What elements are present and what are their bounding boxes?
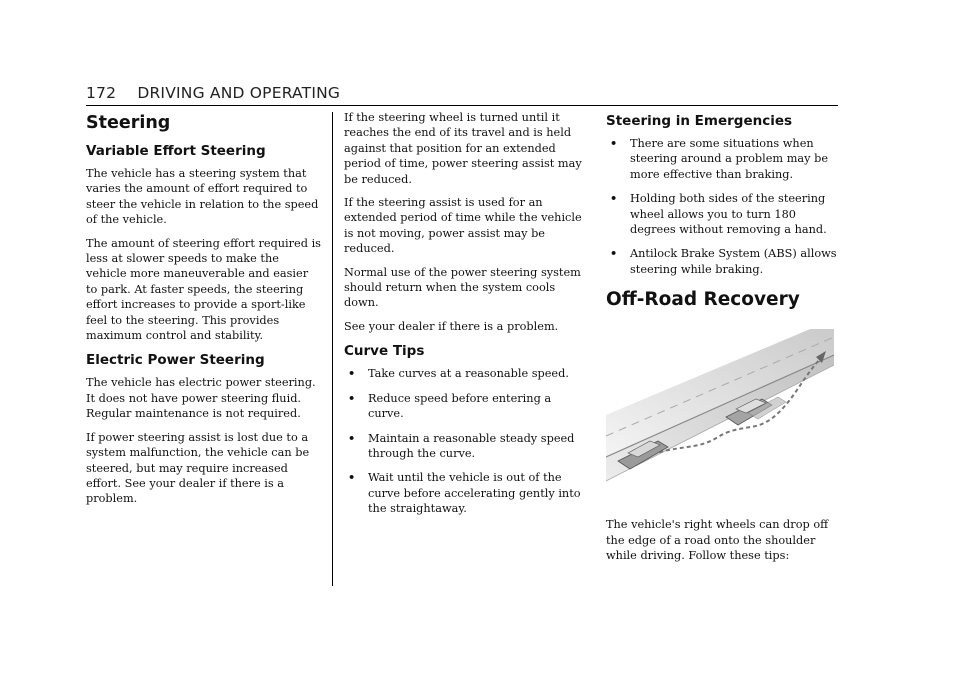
column-2 (344, 110, 582, 526)
paragraph: If power steering assist is lost due to a system malfunction, the vehicle can be steered, but may require increased effort. See your dealer if there is a problem. (86, 430, 310, 506)
road (606, 329, 834, 457)
column-divider (332, 112, 333, 586)
list-item: • Wait until the vehicle is out of the curve before accelerating gently into the straightaway. (348, 470, 581, 516)
list-item: • Holding both sides of the steering wheel allows you to turn 180 degrees without removing a hand. (610, 191, 827, 237)
heading-off-road-recovery: Off-Road Recovery (606, 289, 800, 311)
bullet-icon: • (610, 136, 618, 150)
paragraph: The vehicle has a steering system that varies the amount of effort required to steer the vehicle in relation to the speed of the vehicle. (86, 167, 319, 227)
header-rule (86, 105, 838, 106)
bullet-icon: • (348, 430, 356, 445)
list-item: • There are some situations when steering around a problem may be more effective than braking. (610, 136, 829, 181)
list-item: • Antilock Brake System (ABS) allows steering while braking. (610, 246, 837, 276)
heading-steering: Steering (86, 113, 171, 133)
paragraph: The amount of steering effort required is less at slower speeds to make the vehicle more maneuverable and easier to park. At faster speeds, the steering effort increases to provide a sport-like feel to the steering. This provides maximum control and stability. (86, 236, 321, 343)
heading-electric-power-steering: Electric Power Steering (86, 352, 265, 369)
list-item: • Reduce speed before entering a curve. (348, 390, 552, 421)
column-1 (86, 110, 322, 515)
heading-variable-effort-steering: Variable Effort Steering (86, 143, 266, 159)
page-number: 172 (86, 84, 117, 102)
paragraph: Normal use of the power steering system should return when the system cools down. (344, 265, 581, 310)
bullet-icon: • (348, 470, 356, 485)
off-road-recovery-illustration (606, 329, 834, 501)
curve-tips-list (344, 366, 582, 516)
page-header (86, 84, 838, 106)
bullet-icon: • (348, 366, 356, 381)
column-3 (606, 110, 838, 571)
paragraph: See your dealer if there is a problem. (344, 319, 559, 333)
heading-curve-tips: Curve Tips (344, 343, 425, 360)
paragraph: If the steering wheel is turned until it reaches the end of its travel and is held against that position for an extended period of time, power steering assist may be reduced. (344, 111, 582, 186)
paragraph: The vehicle has electric power steering. It does not have power steering fluid. Regular maintenance is not required. (86, 376, 316, 421)
list-item: • Take curves at a reasonable speed. (348, 366, 569, 381)
paragraph: If the steering assist is used for an extended period of time while the vehicle is not moving, power assist may be reduced. (344, 196, 582, 256)
bullet-icon: • (610, 191, 618, 206)
bullet-icon: • (348, 390, 356, 405)
emergency-list (606, 136, 838, 277)
paragraph: The vehicle's right wheels can drop off the edge of a road onto the shoulder while driving. Follow these tips: (606, 518, 829, 563)
bullet-icon: • (610, 246, 618, 261)
section-title: DRIVING AND OPERATING (137, 84, 341, 102)
heading-steering-in-emergencies: Steering in Emergencies (606, 113, 793, 129)
list-item: • Maintain a reasonable steady speed through the curve. (348, 430, 575, 460)
